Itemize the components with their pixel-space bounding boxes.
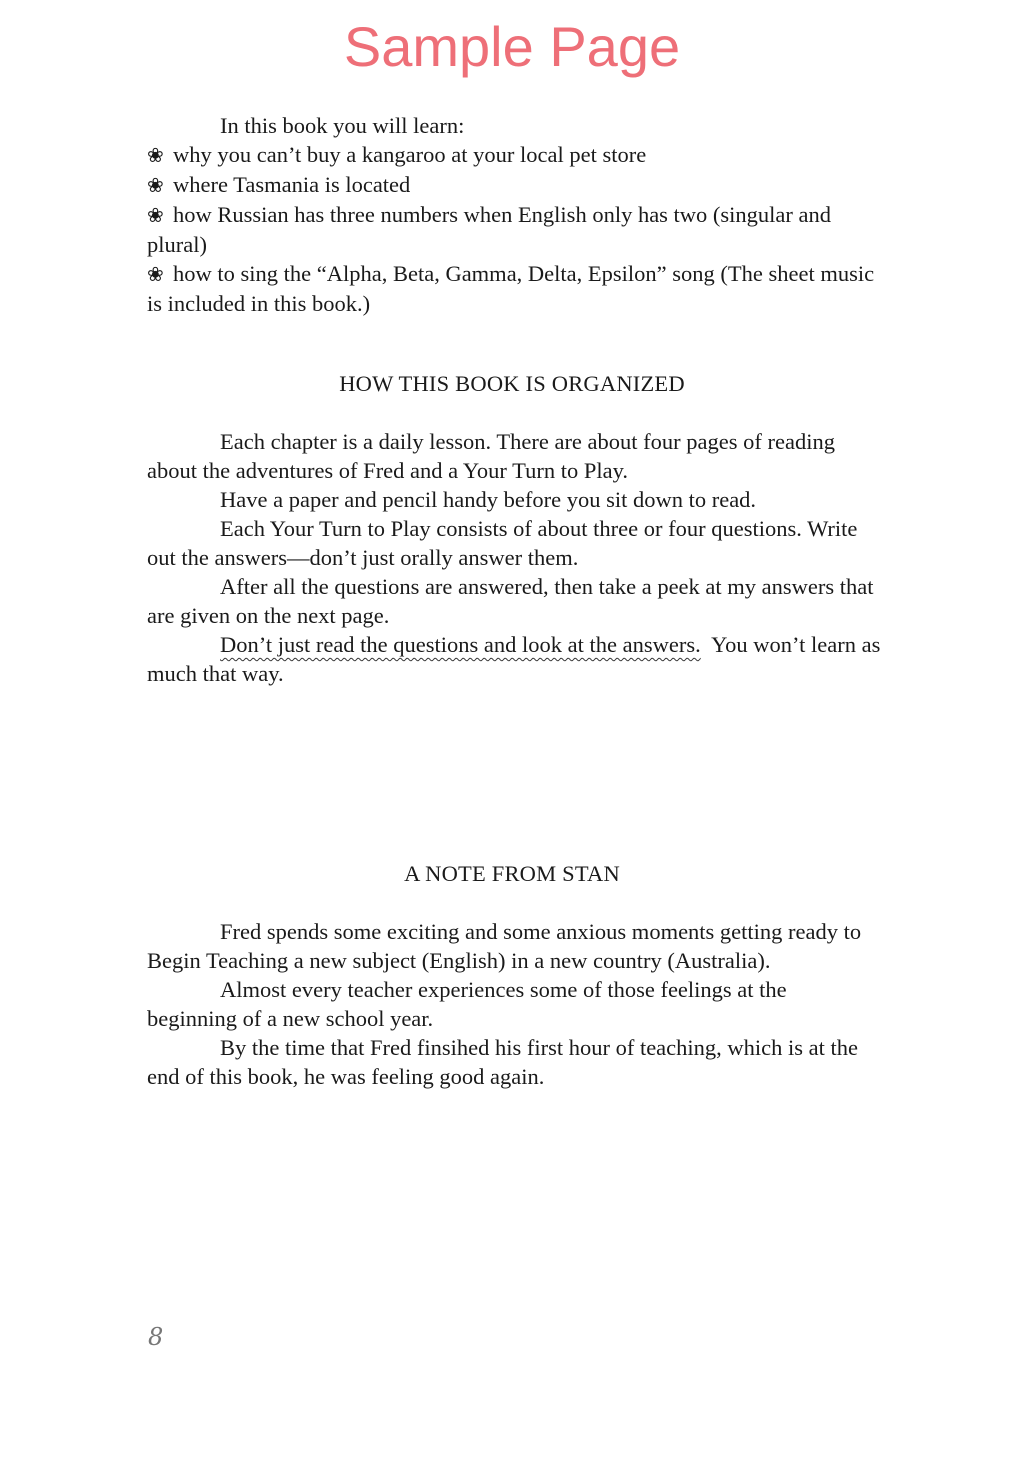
intro-bullet-4 [147, 259, 882, 318]
intro-section [147, 111, 882, 318]
intro-bullet-text: how Russian has three numbers when English only has two (singular and plural) [147, 202, 832, 257]
organized-paragraph-5 [147, 630, 886, 688]
organized-paragraph-3: Each Your Turn to Play consists of about three or four questions. Write out the answers—don’t just orally answer them. [147, 516, 858, 570]
flower-icon: ❀ [147, 143, 164, 167]
organized-paragraph-2: Have a paper and pencil handy before you sit down to read. [220, 487, 757, 512]
note-paragraph-2: Almost every teacher experiences some of those feelings at the beginning of a new school year. [147, 977, 787, 1031]
intro-bullet-1 [147, 140, 882, 170]
organized-paragraph-1: Each chapter is a daily lesson. There are about four pages of reading about the adventures of Fred and a Your Turn to Play. [147, 429, 835, 483]
note-heading: A NOTE FROM STAN [404, 861, 620, 886]
page-number: 8 [148, 1323, 164, 1351]
note-section [147, 917, 882, 1091]
intro-bullet-text: where Tasmania is located [173, 172, 411, 197]
flower-icon: ❀ [147, 262, 164, 286]
organized-paragraph-4: After all the questions are answered, then take a peek at my answers that are given on the next page. [147, 574, 874, 628]
note-paragraph-3: By the time that Fred finsihed his first hour of teaching, which is at the end of this book, he was feeling good again. [147, 1035, 858, 1089]
intro-bullet-3 [147, 200, 882, 259]
intro-bullet-text: how to sing the “Alpha, Beta, Gamma, Delta, Epsilon” song (The sheet music is included in this book.) [147, 261, 875, 316]
flower-icon: ❀ [147, 173, 164, 197]
flower-icon: ❀ [147, 203, 164, 227]
organized-heading: HOW THIS BOOK IS ORGANIZED [339, 371, 685, 396]
sample-page-banner: Sample Page [343, 15, 681, 78]
note-paragraph-1: Fred spends some exciting and some anxious moments getting ready to Begin Teaching a new subject (English) in a new country (Australia). [147, 919, 862, 973]
organized-section [147, 427, 886, 688]
intro-lead: In this book you will learn: [220, 113, 465, 138]
intro-bullet-text: why you can’t buy a kangaroo at your local pet store [173, 142, 647, 167]
flagged-sentence: Don’t just read the questions and look at the answers. [220, 632, 701, 657]
organized-paragraph-5-rest: You won’t learn as much that way. [147, 632, 886, 686]
intro-bullet-2 [147, 170, 882, 200]
